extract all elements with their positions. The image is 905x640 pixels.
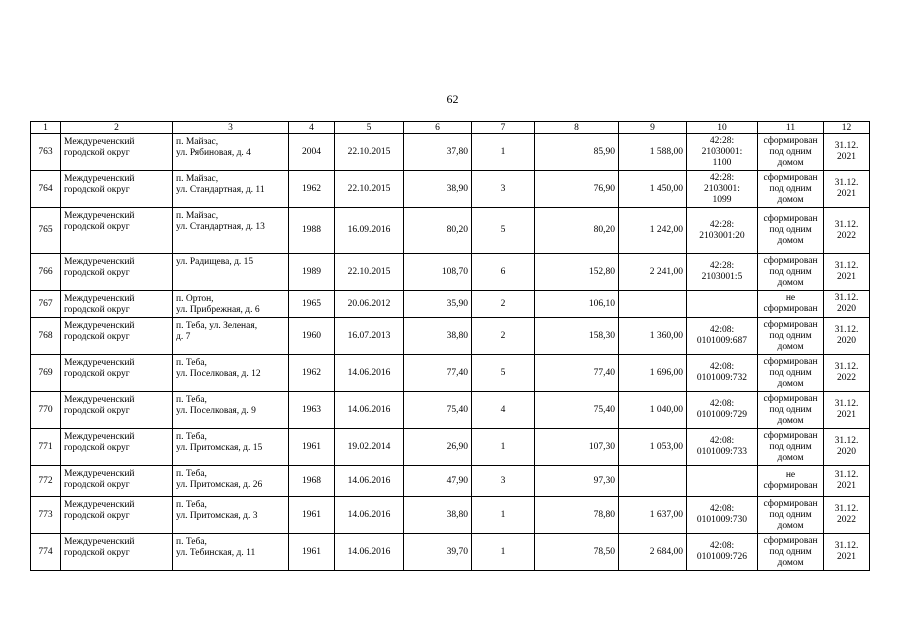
address-cell — [173, 291, 289, 318]
deadline-cell — [824, 171, 870, 208]
total-area-cell: 97,30 — [535, 466, 619, 497]
row-number: 763 — [31, 134, 61, 171]
date-cell: 14.06.2016 — [335, 466, 404, 497]
cadastral-number-cell-line: 42:28: — [709, 135, 735, 146]
total-area-cell: 80,20 — [535, 208, 619, 254]
column-header: 1 — [31, 122, 61, 134]
land-status-cell-line: не — [785, 470, 796, 480]
table-row — [31, 429, 870, 466]
address-cell-line: п. Теба, — [176, 500, 207, 510]
date-cell: 16.09.2016 — [335, 208, 404, 254]
address-cell-line: ул. Стандартная, д. 11 — [176, 185, 265, 195]
district-cell-line: Междуреченский — [64, 537, 135, 547]
cadastral-number-cell — [687, 392, 758, 429]
land-status-cell — [758, 171, 824, 208]
year-cell: 1968 — [289, 466, 335, 497]
row-number: 773 — [31, 497, 61, 534]
land-status-cell — [758, 134, 824, 171]
residents-cell: 2 — [472, 291, 535, 318]
cadastral-number-cell — [687, 171, 758, 208]
district-cell-line: городской округ — [64, 511, 130, 521]
row-number: 771 — [31, 429, 61, 466]
cadastral-number-cell-line: 0101009:687 — [696, 336, 748, 346]
deadline-cell-line: 2022 — [837, 373, 856, 383]
deadline-cell-line: 2021 — [837, 152, 856, 162]
land-status-cell-line: сформирован — [763, 393, 818, 404]
district-cell-line: Междуреченский — [64, 500, 135, 510]
table-row — [31, 291, 870, 318]
deadline-cell-line: 2020 — [837, 304, 856, 314]
deadline-cell-line: 31.12. — [834, 470, 859, 480]
row-number: 764 — [31, 171, 61, 208]
district-cell-line: Междуреченский — [64, 395, 135, 405]
cost-cell: 1 696,00 — [619, 355, 687, 392]
address-cell-line: п. Теба, ул. Зеленая, — [176, 321, 258, 331]
deadline-cell — [824, 291, 870, 318]
column-header: 9 — [619, 122, 687, 134]
land-status-cell-line: сформирован — [763, 535, 818, 546]
table-row — [31, 355, 870, 392]
table-row — [31, 497, 870, 534]
total-area-cell: 77,40 — [535, 355, 619, 392]
land-status-cell-line: сформирован — [763, 498, 818, 509]
address-cell — [173, 392, 289, 429]
row-number: 767 — [31, 291, 61, 318]
land-status-cell — [758, 291, 824, 318]
cadastral-number-cell-line: 1099 — [712, 194, 732, 205]
area-cell: 108,70 — [404, 254, 472, 291]
area-cell: 38,80 — [404, 497, 472, 534]
address-cell-line: п. Майзас, — [176, 137, 219, 147]
date-cell: 19.02.2014 — [335, 429, 404, 466]
year-cell: 1961 — [289, 497, 335, 534]
deadline-cell-line: 2020 — [837, 336, 856, 346]
housing-registry-table — [30, 121, 870, 571]
cost-cell: 1 360,00 — [619, 318, 687, 355]
district-cell-line: городской округ — [64, 406, 130, 416]
cadastral-number-cell-line: 0101009:726 — [696, 552, 748, 562]
land-status-cell — [758, 392, 824, 429]
row-number: 765 — [31, 208, 61, 254]
district-cell-line: городской округ — [64, 185, 130, 195]
deadline-cell — [824, 429, 870, 466]
residents-cell: 3 — [472, 466, 535, 497]
residents-cell: 5 — [472, 355, 535, 392]
column-header: 12 — [824, 122, 870, 134]
cadastral-number-cell — [687, 318, 758, 355]
cost-cell — [619, 466, 687, 497]
address-cell — [173, 429, 289, 466]
cadastral-number-cell-line: 42:08: — [709, 399, 735, 409]
year-cell: 1965 — [289, 291, 335, 318]
land-status-cell-line: домом — [777, 277, 804, 288]
address-cell-line: ул. Поселковая, д. 9 — [176, 406, 256, 416]
district-cell-line: Междуреченский — [64, 174, 135, 184]
area-cell: 75,40 — [404, 392, 472, 429]
district-cell — [61, 534, 173, 571]
address-cell-line: п. Майзас, — [176, 174, 219, 184]
area-cell: 47,90 — [404, 466, 472, 497]
land-status-cell-line: домом — [777, 557, 804, 568]
land-status-cell-line: сформирован — [763, 481, 818, 491]
address-cell-line: п. Теба, — [176, 358, 207, 368]
date-cell: 14.06.2016 — [335, 392, 404, 429]
address-cell — [173, 134, 289, 171]
land-status-cell — [758, 466, 824, 497]
row-number: 770 — [31, 392, 61, 429]
district-cell — [61, 355, 173, 392]
land-status-cell-line: сформирован — [763, 255, 818, 266]
address-cell — [173, 254, 289, 291]
district-cell-line: городской округ — [64, 548, 130, 558]
deadline-cell-line: 31.12. — [834, 261, 859, 271]
deadline-cell-line: 2020 — [837, 447, 856, 457]
cadastral-number-cell-line: 2103001: — [704, 183, 740, 194]
land-status-cell — [758, 534, 824, 571]
deadline-cell-line: 31.12. — [834, 178, 859, 188]
district-cell — [61, 392, 173, 429]
land-status-cell — [758, 429, 824, 466]
cadastral-number-cell — [687, 355, 758, 392]
district-cell-line: городской округ — [64, 222, 130, 232]
table-row — [31, 134, 870, 171]
cost-cell — [619, 291, 687, 318]
land-status-cell-line: сформирован — [763, 172, 818, 183]
cadastral-number-cell — [687, 291, 758, 318]
land-status-cell-line: домом — [777, 236, 804, 246]
deadline-cell-line: 2021 — [837, 272, 856, 282]
land-status-cell-line: сформирован — [763, 356, 818, 367]
cost-cell: 1 637,00 — [619, 497, 687, 534]
land-status-cell-line: не — [785, 293, 796, 303]
district-cell-line: Междуреченский — [64, 294, 135, 304]
district-cell — [61, 497, 173, 534]
cadastral-number-cell-line: 0101009:733 — [696, 447, 748, 457]
deadline-cell-line: 31.12. — [834, 541, 859, 551]
district-cell-line: Междуреченский — [64, 358, 135, 368]
deadline-cell-line: 2022 — [837, 230, 856, 241]
cadastral-number-cell-line: 42:08: — [709, 325, 735, 335]
total-area-cell: 152,80 — [535, 254, 619, 291]
district-cell-line: городской округ — [64, 443, 130, 453]
row-number: 769 — [31, 355, 61, 392]
land-status-cell-line: домом — [777, 194, 804, 205]
residents-cell: 1 — [472, 534, 535, 571]
column-header: 10 — [687, 122, 758, 134]
page-number: 62 — [446, 92, 459, 106]
deadline-cell — [824, 534, 870, 571]
total-area-cell: 76,90 — [535, 171, 619, 208]
date-cell: 14.06.2016 — [335, 355, 404, 392]
cadastral-number-cell-line: 42:08: — [709, 504, 735, 514]
deadline-cell — [824, 134, 870, 171]
column-header: 5 — [335, 122, 404, 134]
residents-cell: 5 — [472, 208, 535, 254]
date-cell: 22.10.2015 — [335, 134, 404, 171]
row-number: 768 — [31, 318, 61, 355]
row-number: 772 — [31, 466, 61, 497]
deadline-cell-line: 31.12. — [834, 362, 859, 372]
address-cell-line: ул. Прибрежная, д. 6 — [176, 305, 260, 315]
deadline-cell — [824, 392, 870, 429]
cadastral-number-cell-line: 0101009:730 — [696, 515, 748, 525]
deadline-cell-line: 31.12. — [834, 399, 859, 409]
cadastral-number-cell-line: 42:08: — [709, 541, 735, 551]
land-status-cell-line: под одним — [769, 225, 812, 235]
column-header: 2 — [61, 122, 173, 134]
column-header: 7 — [472, 122, 535, 134]
land-status-cell-line: домом — [777, 452, 804, 463]
land-status-cell-line: сформирован — [763, 214, 818, 224]
total-area-cell: 158,30 — [535, 318, 619, 355]
deadline-cell-line: 31.12. — [834, 293, 859, 303]
area-cell: 38,90 — [404, 171, 472, 208]
year-cell: 1988 — [289, 208, 335, 254]
address-cell — [173, 208, 289, 254]
table-row — [31, 208, 870, 254]
table-row — [31, 534, 870, 571]
year-cell: 1962 — [289, 171, 335, 208]
address-cell-line: ул. Притомская, д. 3 — [176, 511, 258, 521]
cost-cell: 2 241,00 — [619, 254, 687, 291]
district-cell-line: городской округ — [64, 305, 130, 315]
residents-cell: 2 — [472, 318, 535, 355]
cost-cell: 1 053,00 — [619, 429, 687, 466]
address-cell-line: ул. Поселковая, д. 12 — [176, 369, 261, 379]
land-status-cell-line: под одним — [769, 441, 812, 452]
year-cell: 1963 — [289, 392, 335, 429]
cadastral-number-cell-line: 42:08: — [709, 436, 735, 446]
cadastral-number-cell-line: 2103001:5 — [701, 272, 743, 282]
cadastral-number-cell-line: 1100 — [712, 157, 732, 168]
cadastral-number-cell — [687, 134, 758, 171]
area-cell: 26,90 — [404, 429, 472, 466]
year-cell: 1989 — [289, 254, 335, 291]
deadline-cell-line: 2021 — [837, 552, 856, 562]
total-area-cell: 75,40 — [535, 392, 619, 429]
land-status-cell-line: домом — [777, 341, 804, 352]
date-cell: 14.06.2016 — [335, 497, 404, 534]
district-cell-line: Междуреченский — [64, 211, 135, 221]
date-cell: 22.10.2015 — [335, 171, 404, 208]
total-area-cell: 85,90 — [535, 134, 619, 171]
total-area-cell: 78,50 — [535, 534, 619, 571]
address-cell-line: ул. Радищева, д. 15 — [176, 257, 254, 267]
cadastral-number-cell — [687, 254, 758, 291]
address-cell — [173, 171, 289, 208]
land-status-cell — [758, 208, 824, 254]
table-row — [31, 392, 870, 429]
residents-cell: 6 — [472, 254, 535, 291]
land-status-cell-line: под одним — [769, 330, 812, 341]
address-cell-line: ул. Притомская, д. 26 — [176, 480, 263, 490]
column-header: 4 — [289, 122, 335, 134]
cadastral-number-cell-line: 2103001:20 — [699, 230, 745, 241]
cadastral-number-cell — [687, 208, 758, 254]
district-cell-line: городской округ — [64, 332, 130, 342]
residents-cell: 1 — [472, 134, 535, 171]
land-status-cell — [758, 497, 824, 534]
deadline-cell-line: 2021 — [837, 481, 856, 491]
deadline-cell — [824, 208, 870, 254]
deadline-cell-line: 2021 — [837, 410, 856, 420]
cadastral-number-cell — [687, 497, 758, 534]
address-cell — [173, 466, 289, 497]
address-cell — [173, 497, 289, 534]
address-cell — [173, 318, 289, 355]
district-cell — [61, 466, 173, 497]
cadastral-number-cell — [687, 534, 758, 571]
date-cell: 22.10.2015 — [335, 254, 404, 291]
deadline-cell — [824, 318, 870, 355]
cost-cell: 1 450,00 — [619, 171, 687, 208]
column-number-row — [31, 122, 870, 134]
residents-cell: 4 — [472, 392, 535, 429]
area-cell: 77,40 — [404, 355, 472, 392]
address-cell — [173, 534, 289, 571]
cost-cell: 1 040,00 — [619, 392, 687, 429]
land-status-cell-line: под одним — [769, 509, 812, 520]
land-status-cell-line: под одним — [769, 146, 812, 157]
row-number: 774 — [31, 534, 61, 571]
address-cell — [173, 355, 289, 392]
district-cell-line: Междуреченский — [64, 321, 135, 331]
address-cell-line: п. Теба, — [176, 469, 207, 479]
deadline-cell — [824, 254, 870, 291]
land-status-cell-line: под одним — [769, 367, 812, 378]
year-cell: 1961 — [289, 429, 335, 466]
district-cell-line: городской округ — [64, 148, 130, 158]
land-status-cell-line: под одним — [769, 266, 812, 277]
district-cell-line: Междуреченский — [64, 432, 135, 442]
area-cell: 38,80 — [404, 318, 472, 355]
land-status-cell-line: домом — [777, 157, 804, 168]
date-cell: 20.06.2012 — [335, 291, 404, 318]
district-cell — [61, 429, 173, 466]
address-cell-line: п. Майзас, — [176, 211, 219, 221]
land-status-cell-line: под одним — [769, 546, 812, 557]
cadastral-number-cell-line: 0101009:729 — [696, 410, 748, 420]
land-status-cell-line: сформирован — [763, 135, 818, 146]
residents-cell: 3 — [472, 171, 535, 208]
cadastral-number-cell-line: 42:08: — [709, 362, 735, 372]
table-row — [31, 254, 870, 291]
deadline-cell — [824, 466, 870, 497]
district-cell — [61, 318, 173, 355]
deadline-cell-line: 2021 — [837, 189, 856, 199]
date-cell: 16.07.2013 — [335, 318, 404, 355]
address-cell-line: ул. Тебинская, д. 11 — [176, 548, 256, 558]
land-status-cell-line: домом — [777, 378, 804, 389]
cadastral-number-cell — [687, 429, 758, 466]
district-cell — [61, 208, 173, 254]
land-status-cell-line: сформирован — [763, 430, 818, 441]
address-cell-line: п. Теба, — [176, 395, 207, 405]
district-cell — [61, 254, 173, 291]
column-header: 11 — [758, 122, 824, 134]
land-status-cell — [758, 254, 824, 291]
cost-cell: 2 684,00 — [619, 534, 687, 571]
address-cell-line: ул. Стандартная, д. 13 — [176, 222, 265, 232]
cost-cell: 1 588,00 — [619, 134, 687, 171]
area-cell: 37,80 — [404, 134, 472, 171]
total-area-cell: 107,30 — [535, 429, 619, 466]
address-cell-line: п. Ортон, — [176, 294, 214, 304]
residents-cell: 1 — [472, 429, 535, 466]
area-cell: 39,70 — [404, 534, 472, 571]
land-status-cell — [758, 318, 824, 355]
cost-cell: 1 242,00 — [619, 208, 687, 254]
land-status-cell-line: домом — [777, 415, 804, 426]
year-cell: 1960 — [289, 318, 335, 355]
cadastral-number-cell-line: 42:28: — [709, 261, 735, 271]
district-cell-line: Междуреченский — [64, 257, 135, 267]
land-status-cell-line: под одним — [769, 183, 812, 194]
address-cell-line: ул. Рябиновая, д. 4 — [176, 148, 251, 158]
total-area-cell: 78,80 — [535, 497, 619, 534]
district-cell — [61, 291, 173, 318]
table-row — [31, 466, 870, 497]
year-cell: 1962 — [289, 355, 335, 392]
area-cell: 80,20 — [404, 208, 472, 254]
column-header: 6 — [404, 122, 472, 134]
table-row — [31, 171, 870, 208]
deadline-cell-line: 2022 — [837, 515, 856, 525]
date-cell: 14.06.2016 — [335, 534, 404, 571]
column-header: 8 — [535, 122, 619, 134]
cadastral-number-cell-line: 0101009:732 — [696, 373, 748, 383]
address-cell-line: п. Теба, — [176, 432, 207, 442]
land-status-cell-line: сформирован — [763, 304, 818, 314]
deadline-cell-line: 31.12. — [834, 504, 859, 514]
land-status-cell-line: сформирован — [763, 319, 818, 330]
deadline-cell — [824, 355, 870, 392]
district-cell-line: Междуреченский — [64, 469, 135, 479]
land-status-cell — [758, 355, 824, 392]
district-cell-line: Междуреченский — [64, 137, 135, 147]
cadastral-number-cell — [687, 466, 758, 497]
address-cell-line: п. Теба, — [176, 537, 207, 547]
cadastral-number-cell-line: 42:28: — [709, 172, 735, 183]
deadline-cell-line: 31.12. — [834, 436, 859, 446]
address-cell-line: д. 7 — [176, 332, 191, 342]
land-status-cell-line: домом — [777, 520, 804, 531]
deadline-cell-line: 31.12. — [834, 219, 859, 230]
land-status-cell-line: под одним — [769, 404, 812, 415]
table-row — [31, 318, 870, 355]
deadline-cell-line: 31.12. — [834, 325, 859, 335]
deadline-cell — [824, 497, 870, 534]
district-cell-line: городской округ — [64, 369, 130, 379]
column-header: 3 — [173, 122, 289, 134]
row-number: 766 — [31, 254, 61, 291]
area-cell: 35,90 — [404, 291, 472, 318]
residents-cell: 1 — [472, 497, 535, 534]
total-area-cell: 106,10 — [535, 291, 619, 318]
year-cell: 1961 — [289, 534, 335, 571]
address-cell-line: ул. Притомская, д. 15 — [176, 443, 263, 453]
cadastral-number-cell-line: 42:28: — [709, 219, 735, 230]
year-cell: 2004 — [289, 134, 335, 171]
district-cell-line: городской округ — [64, 268, 130, 278]
cadastral-number-cell-line: 21030001: — [701, 146, 743, 157]
district-cell-line: городской округ — [64, 480, 130, 490]
district-cell — [61, 134, 173, 171]
district-cell — [61, 171, 173, 208]
deadline-cell-line: 31.12. — [834, 141, 859, 151]
